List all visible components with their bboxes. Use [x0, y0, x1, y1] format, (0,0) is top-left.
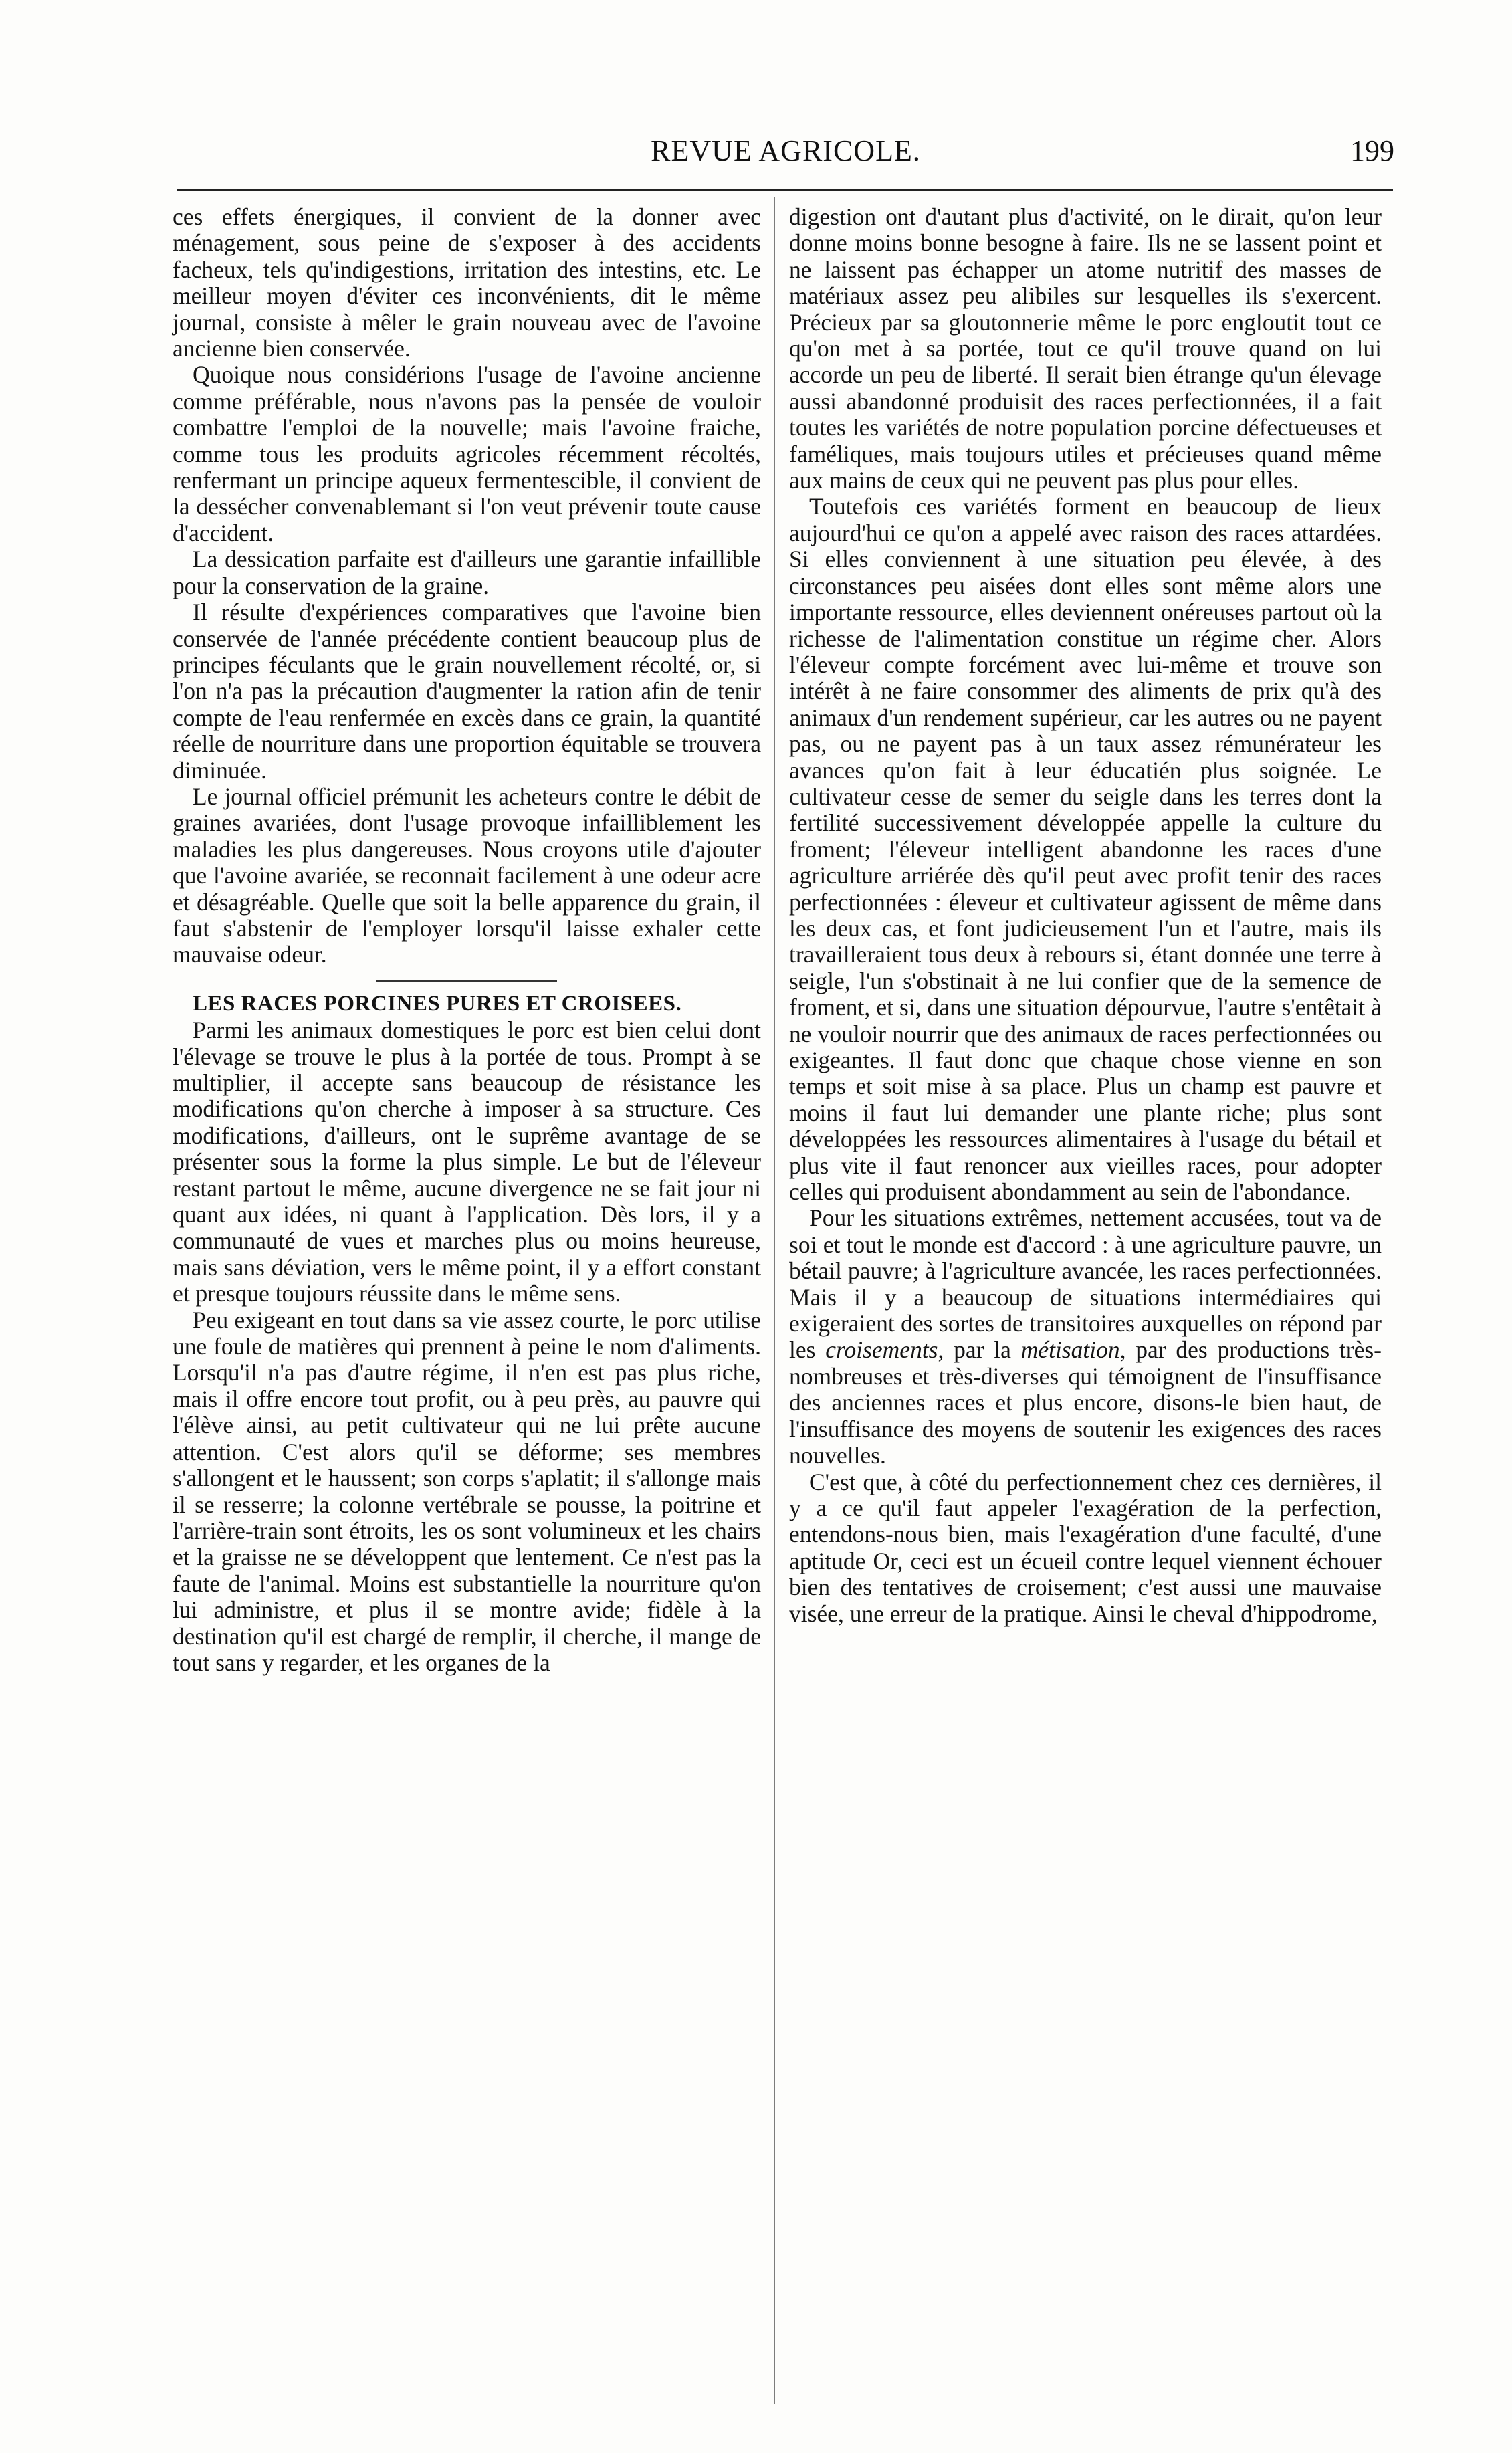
- paragraph: [789, 1205, 1382, 1469]
- paragraph: La dessication parfaite est d'ailleurs une garantie infaillible pour la conservation de la graine.: [173, 546, 761, 599]
- text-run: Pour les situations extrêmes, nettement accusées, tout va de soi et tout le monde est d'accord : à une agriculture pauvre, un bétail pauvre; à l'agriculture avancée, les races perfectionnées. Mais il y a beaucoup de situations intermédiaires qui exigeraient des sortes de transitoires auxquelles on répond par les: [789, 1204, 1382, 1364]
- page-number: 199: [1350, 134, 1394, 167]
- paragraph: Toutefois ces variétés forment en beaucoup de lieux aujourd'hui ce qu'on a appelé avec raison des races attardées. Si elles conviennent à une situation peu élevée, à des circonstances peu aisées dont elles sont même alors une importante ressource, elles deviennent onéreuses partout où la richesse de l'alimentation constitue un régime cher. Alors l'éleveur compte forcément avec lui-même et trouve son intérêt à ne faire consommer des aliments de prix qu'à des animaux d'un rendement supérieur, car les autres ou ne payent pas, ou ne payent pas à un taux assez rémunérateur les avances qu'on fait à leur éducatién plus soignée. Le cultivateur cesse de semer du seigle dans les terres dont la fertilité successivement développée appelle la culture du froment; l'éleveur intelligent abandonne les races d'une agriculture arriérée dès qu'il peut avec profit tenir des races perfectionnées : éleveur et cultivateur agissent de même dans les deux cas, et font judicieusement l'un et l'autre, mais ils travailleraient tous deux à rebours si, étant donnée une terre à seigle, l'un s'obstinait à ne lui confier que de la semence de froment, et si, dans une situation dépourvue, l'autre s'entêtait à ne vouloir nourrir que des animaux de races perfectionnées ou exigeantes. Il faut donc que chaque chose vienne en son temps et soit mise à sa place. Plus un champ est pauvre et moins il faut lui demander une plante riche; plus sont développées les ressources alimentaires à l'usage du bétail et plus vite il faut renoncer aux vieilles races, pour adopter celles qui produisent abondamment au sein de l'abondance.: [789, 493, 1382, 1206]
- paragraph: digestion ont d'autant plus d'activité, on le dirait, qu'on leur donne moins bonne besogne à faire. Ils ne se lassent point et ne laissent pas échapper un atome nutritif des masses de matériaux assez peu alibiles sur lesquelles ils s'exercent. Précieux par sa gloutonnerie même le porc engloutit tout ce qu'on met à sa portée, tout ce qu'il trouve quand on lui accorde un peu de liberté. Il serait bien étrange qu'un élevage aussi abandonné produisit des races perfectionnées, il a fait toutes les variétés de notre population porcine défectueuses et faméliques, mais toujours utiles et précieuses quand même aux mains de ceux qui ne peuvent pas plus pour elles.: [789, 203, 1382, 494]
- italic-term: métisation: [1020, 1336, 1120, 1364]
- page-header: [177, 134, 1394, 181]
- paragraph: Peu exigeant en tout dans sa vie assez courte, le porc utilise une foule de matières qui prennent à peine le nom d'aliments. Lorsqu'il n'a pas d'autre régime, il n'en est pas plus riche, mais il offre encore tout profit, ou à peu près, au pauvre qui l'élève ainsi, au petit cultivateur qui ne lui prête aucune attention. C'est alors qu'il se déforme; ses membres s'allongent et le haussent; son corps s'aplatit; il s'allonge mais il se resserre; la colonne vertébrale se pousse, la poitrine et l'arrière-train sont étroits, les os sont volumineux et les chairs et la graisse ne se développent que lentement. Ce n'est pas la faute de l'animal. Moins est substantielle la nourriture qu'on lui administre, et plus il se montre avide; fidèle à la destination qu'il est chargé de remplir, il cherche, il mange de tout sans y regarder, et les organes de la: [173, 1306, 761, 1676]
- text-run: , par la: [938, 1336, 1011, 1364]
- paragraph: Parmi les animaux domestiques le porc est bien celui dont l'élevage se trouve le plus à la portée de tous. Prompt à se multiplier, il accepte sans beaucoup de résistance les modifications qu'on cherche à imposer à sa structure. Ces modifications, d'ailleurs, ont le suprême avantage de se présenter sous la forme la plus simple. Le but de l'éleveur restant partout le même, aucune divergence ne se fait jour ni quant aux idées, ni quant à l'application. Dès lors, il y a communauté de vues et marches plus ou moins heureuse, mais sans déviation, vers le même point, il y a effort constant et presque toujours réussite dans le même sens.: [173, 1017, 761, 1307]
- paragraph: Quoique nous considérions l'usage de l'avoine ancienne comme préférable, nous n'avons pas la pensée de vouloir combattre l'emploi de la nouvelle; mais l'avoine fraiche, comme tous les produits agricoles récemment récoltés, renfermant un principe aqueux fermentescible, il convient de la dessécher convenablemant si l'on veut prévenir toute cause d'accident.: [173, 361, 761, 546]
- paragraph: C'est que, à côté du perfectionnement chez ces dernières, il y a ce qu'il faut appeler l'exagération de la perfection, entendons-nous bien, mais l'exagération d'une faculté, d'une aptitude Or, ceci est un écueil contre lequel viennent échouer bien des tentatives de croisement; c'est aussi une mauvaise visée, une erreur de la pratique. Ainsi le cheval d'hippodrome,: [789, 1468, 1382, 1627]
- text-run: , par des productions très-nombreuses et très-diverses qui témoignent de l'insuffisance des anciennes races et plus encore, disons-le bien haut, de l'insuffisance des moyens de soutenir les exigences des races nouvelles.: [789, 1336, 1382, 1469]
- header-rule: [177, 189, 1393, 191]
- running-title: REVUE AGRICOLE.: [651, 134, 921, 167]
- paragraph: ces effets énergiques, il convient de la donner avec ménagement, sous peine de s'exposer à des accidents facheux, tels qu'indigestions, irritation des intestins, etc. Le meilleur moyen d'éviter ces inconvénients, dit le même journal, consiste à mêler le grain nouveau avec de l'avoine ancienne bien conservée.: [173, 203, 761, 362]
- section-title: LES RACES PORCINES PURES ET CROISEES.: [193, 991, 682, 1016]
- right-column: [789, 204, 1382, 1627]
- paragraph: Le journal officiel prémunit les acheteurs contre le débit de graines avariées, dont l'usage provoque infailliblement les maladies les plus dangereuses. Nous croyons utile d'ajouter que l'avoine avariée, se reconnait facilement à une odeur acre et désagréable. Quelle que soit la belle apparence du grain, il faut s'abstenir de l'employer lorsqu'il laisse exhaler cette mauvaise odeur.: [173, 782, 761, 968]
- left-column: [173, 204, 761, 1676]
- column-divider: [774, 197, 775, 2404]
- section-separator: [376, 980, 557, 982]
- paragraph: Il résulte d'expériences comparatives que l'avoine bien conservée de l'année précédente contient beaucoup plus de principes féculants que le grain nouvellement récolté, or, si l'on n'a pas la précaution d'augmenter la ration afin de tenir compte de l'eau renfermée en excès dans ce grain, la quantité réelle de nourriture dans une proportion équitable se trouvera diminuée.: [173, 599, 761, 784]
- italic-term: croisements: [825, 1336, 938, 1364]
